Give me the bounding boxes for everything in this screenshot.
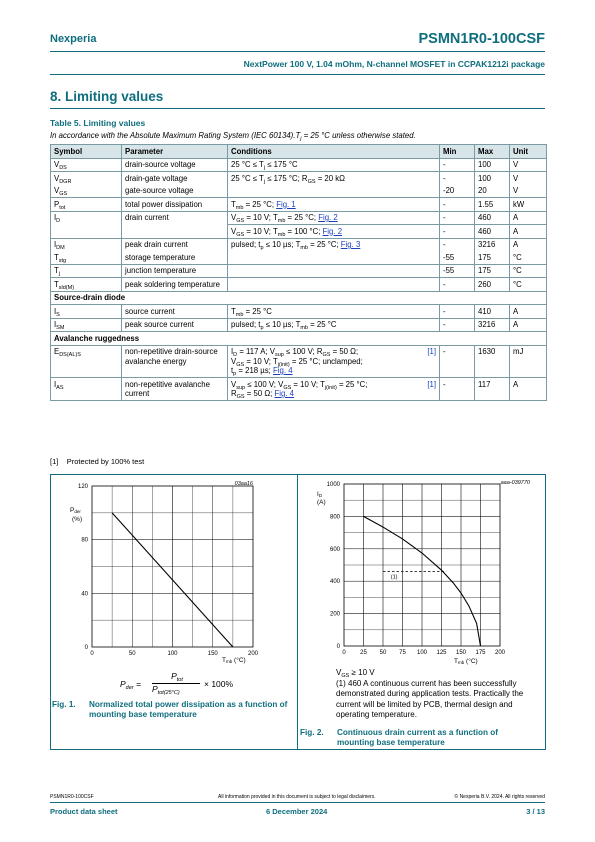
cell-max: 100	[475, 158, 510, 172]
fig4-link[interactable]: Fig. 4	[273, 366, 293, 375]
cell-conditions: $T_{mb} = 25$ °C; Fig. 1	[228, 198, 440, 212]
cell-symbol: $E_{DS(AL)S}$	[51, 345, 122, 378]
fig1-ytick-label: 0	[84, 645, 88, 651]
fig1-ytick-label: 120	[77, 484, 88, 490]
cell-max: 3216	[475, 318, 510, 332]
col-conditions: Conditions	[228, 145, 440, 159]
footer-copyright: © Nexperia B.V. 2024. All rights reserved	[454, 794, 545, 800]
fig1-ytick-label: 40	[81, 591, 88, 598]
fig1-xtick-label: 200	[247, 651, 259, 657]
cell-unit: V	[510, 158, 547, 172]
fig1-ylabel: Pder	[70, 507, 81, 514]
fig2-xtick-label: 125	[436, 650, 447, 656]
fig1-chart	[50, 474, 297, 674]
product-subtitle: NextPower 100 V, 1.04 mOhm, N-channel MOSFET in CCPAK1212i package	[243, 59, 545, 69]
cell-min: -	[440, 211, 475, 225]
cell-symbol: $V_{DS}$	[51, 158, 122, 172]
footer-page: 3 / 13	[526, 807, 545, 816]
cell-parameter: junction temperature	[122, 264, 228, 278]
footnote-ref[interactable]: [1]	[427, 379, 436, 389]
fig1-grid	[92, 486, 253, 647]
fig1-ylabel-unit: (%)	[72, 516, 83, 523]
fig2-xlabel: Tmb (°C)	[454, 658, 478, 665]
table-section-row	[51, 332, 547, 346]
fig2-xtick-label: 150	[455, 650, 467, 656]
fig1-xtick-label: 100	[167, 651, 178, 657]
cell-unit: kW	[510, 198, 547, 212]
table-row	[51, 305, 547, 319]
cell-unit: V	[510, 172, 547, 185]
table-row	[51, 251, 547, 264]
subtitle-rule	[50, 74, 545, 75]
cell-min: -	[440, 305, 475, 319]
cell-parameter: source current	[122, 305, 228, 319]
brand-name: Nexperia	[50, 33, 97, 45]
fig2-caption-label: Fig. 2.	[300, 728, 324, 737]
cell-symbol: $V_{DGR}$	[51, 172, 122, 185]
fig1-code: 03aa16	[234, 481, 253, 487]
fig2-note-vgs: $V_{GS} \ge 10$ V	[336, 668, 375, 679]
fig2-caption: Continuous drain current as a function of mounting base temperature	[337, 728, 499, 747]
cell-symbol: $P_{tot}$	[51, 198, 122, 212]
table-header-row	[51, 145, 547, 159]
table-row	[51, 238, 547, 251]
cell-min: -	[440, 225, 475, 239]
cell-max: 3216	[475, 238, 510, 251]
cell-parameter: total power dissipation	[122, 198, 228, 212]
cell-max: 1630	[475, 345, 510, 378]
cell-parameter: drain current	[122, 211, 228, 238]
cell-unit: A	[510, 378, 547, 401]
cell-unit: A	[510, 318, 547, 332]
section-source-drain: Source-drain diode	[51, 291, 547, 305]
cell-parameter: non-repetitive drain-source avalanche energy	[122, 345, 228, 378]
table-row	[51, 158, 547, 172]
cell-conditions	[228, 185, 440, 198]
footnote-ref[interactable]: [1]	[427, 347, 436, 356]
cell-parameter: peak source current	[122, 318, 228, 332]
fig1-link[interactable]: Fig. 1	[276, 199, 296, 209]
cell-conditions: pulsed; $t_p \le 10$ µs; $T_{mb} = 25$ °C	[228, 318, 440, 332]
fig2-chart	[298, 474, 546, 670]
cell-symbol: $I_S$	[51, 305, 122, 319]
cell-min: -	[440, 318, 475, 332]
fig2-ytick-label: 1000	[326, 482, 340, 488]
cell-unit: °C	[510, 278, 547, 292]
table-row	[51, 185, 547, 198]
cell-parameter: drain-gate voltage	[122, 172, 228, 185]
fig1-xtick-label: 0	[90, 651, 94, 657]
section-avalanche: Avalanche ruggedness	[51, 332, 547, 346]
header-rule	[50, 51, 545, 52]
footer-doc-type: Product data sheet	[50, 807, 118, 816]
cell-conditions: $V_{GS} = 10$ V; $T_{mb} = 100$ °C; Fig. 2	[228, 225, 440, 239]
cell-conditions: [1] $V_{sup} \le 100$ V; $V_{GS} = 10$ V; $T_{j(init)} = 25$ °C; $R_{GS} = 50$ Ω; Fig. 4	[228, 378, 440, 401]
cell-max: 260	[475, 278, 510, 292]
table-title: Table 5. Limiting values	[50, 118, 146, 128]
cell-min: -55	[440, 264, 475, 278]
fig2-ytick-label: 200	[329, 611, 340, 618]
cell-min: -	[440, 198, 475, 212]
cell-conditions: $T_{mb} = 25$ °C	[228, 305, 440, 319]
cell-parameter: gate-source voltage	[122, 185, 228, 198]
section-title: 8. Limiting values	[50, 89, 164, 104]
cell-conditions	[228, 264, 440, 278]
fig2-ytick-label: 400	[329, 579, 340, 586]
cell-symbol: $T_{stg}$	[51, 251, 122, 264]
fig1-xlabel: Tmb (°C)	[222, 657, 246, 664]
cell-max: 175	[475, 251, 510, 264]
cell-symbol: $I_D$	[51, 211, 122, 238]
cell-min: -55	[440, 251, 475, 264]
cell-symbol: $I_{DM}$	[51, 238, 122, 251]
product-name: PSMN1R0-100CSF	[418, 31, 545, 47]
cell-unit: A	[510, 238, 547, 251]
fig1-ticks	[78, 484, 259, 657]
cell-symbol: $I_{SM}$	[51, 318, 122, 332]
fig1-caption: Normalized total power dissipation as a function of mounting base temperature	[89, 700, 288, 719]
cell-max: 460	[475, 225, 510, 239]
cell-min: -20	[440, 185, 475, 198]
cell-conditions	[228, 278, 440, 292]
fig2-xtick-label: 0	[342, 650, 346, 656]
table-row	[51, 278, 547, 292]
fig2-xtick-label: 50	[379, 650, 387, 656]
cell-unit: A	[510, 225, 547, 239]
fig2-note-text: (1) 460 A continuous current has been successfully demonstrated during application tests. Practically the current will be limited by PCB, thermal design and operating temperature.	[336, 678, 524, 720]
limiting-values-table	[50, 144, 547, 401]
fig2-ytick-label: 600	[329, 546, 340, 553]
table-row	[51, 318, 547, 332]
cell-conditions: [1] $I_D = 117$ A; $V_{sup} \le 100$ V; $R_{GS} = 50$ Ω; $V_{GS} = 10$ V; $T_{j(init)} = 25$ °C; unclamped; $t_p = 218$ µs; Fig. 4	[228, 345, 440, 378]
fig1-ytick-label: 80	[81, 537, 88, 544]
footer-doc-id: PSMN1R0-100CSF	[50, 794, 94, 800]
cell-conditions	[228, 251, 440, 264]
cell-max: 175	[475, 264, 510, 278]
fig1-xtick-label: 150	[207, 651, 218, 657]
fig2-ylabel: ID	[317, 491, 323, 498]
cell-symbol: $T_{sld(M)}$	[51, 278, 122, 292]
table-row	[51, 198, 547, 212]
footnote: [1] Protected by 100% test	[50, 457, 145, 466]
cell-max: 117	[475, 378, 510, 401]
fig2-ytick-label: 0	[336, 644, 340, 650]
cell-symbol: $V_{GS}$	[51, 185, 122, 198]
cell-conditions: 25 $^\circ C \le T_j \le 175$ °C; $R_{GS} = 20$ kΩ	[228, 172, 440, 185]
fig2-ytick-label: 800	[329, 514, 340, 521]
cell-parameter: storage temperature	[122, 251, 228, 264]
cell-unit: A	[510, 305, 547, 319]
cell-unit: A	[510, 211, 547, 225]
fig2-xtick-label: 175	[475, 650, 486, 656]
fig3-link[interactable]: Fig. 3	[340, 240, 361, 249]
table-row	[51, 264, 547, 278]
cell-symbol: $T_j$	[51, 264, 122, 278]
fig2-xtick-label: 25	[360, 650, 367, 656]
col-max: Max	[475, 145, 510, 159]
cell-conditions: $V_{GS} = 10$ V; $T_{mb} = 25$ °C; Fig. 2	[228, 211, 440, 225]
fig2-xtick-label: 75	[399, 650, 406, 656]
cell-parameter: non-repetitive avalanche current	[122, 378, 228, 401]
table-row	[51, 378, 547, 401]
cell-min: -	[440, 172, 475, 185]
fig4-link[interactable]: Fig. 4	[274, 389, 294, 398]
cell-unit: mJ	[510, 345, 547, 378]
cell-conditions: 25 $^\circ C \le T_j \le 175$ °C	[228, 158, 440, 172]
footer-rule	[50, 802, 545, 803]
fig2-ylabel-unit: (A)	[317, 499, 326, 506]
section-rule	[50, 108, 545, 109]
fig2-annotation: (1)	[390, 574, 398, 581]
fig2-xtick-label: 200	[494, 650, 506, 656]
col-min: Min	[440, 145, 475, 159]
fig2-link[interactable]: Fig. 2	[322, 226, 343, 236]
table-row	[51, 345, 547, 378]
table-section-row	[51, 291, 547, 305]
table-row	[51, 172, 547, 185]
cell-unit: °C	[510, 251, 547, 264]
col-parameter: Parameter	[122, 145, 228, 159]
col-symbol: Symbol	[51, 145, 122, 159]
fig2-link[interactable]: Fig. 2	[318, 213, 338, 222]
fig2-note	[336, 668, 546, 721]
fig2-xtick-label: 100	[416, 650, 428, 656]
fig1-caption-label: Fig. 1.	[52, 700, 76, 709]
cell-max: 20	[475, 185, 510, 198]
cell-min: -	[440, 238, 475, 251]
fig1-xtick-label: 50	[128, 651, 136, 657]
fig2-code: aaa-039770	[500, 480, 530, 486]
cell-max: 1.55	[475, 198, 510, 212]
cell-max: 460	[475, 211, 510, 225]
table-note: In accordance with the Absolute Maximum Rating System (IEC $60134).T_j = 25$ °C unless otherwise stated.	[50, 131, 416, 142]
cell-max: 410	[475, 305, 510, 319]
cell-conditions: pulsed; $t_p \le 10$ µs; $T_{mb} = 25$ °C; Fig. 3	[228, 238, 440, 251]
col-unit: Unit	[510, 145, 547, 159]
cell-parameter: peak drain current	[122, 238, 228, 251]
cell-min: -	[440, 278, 475, 292]
footer-disclaimer: All information provided in this document is subject to legal disclaimers.	[218, 794, 376, 800]
cell-parameter: peak soldering temperature	[122, 278, 228, 292]
cell-min: -	[440, 158, 475, 172]
cell-unit: V	[510, 185, 547, 198]
footer-date: 6 December 2024	[266, 807, 328, 816]
cell-min: -	[440, 345, 475, 378]
table-row	[51, 211, 547, 225]
cell-min: -	[440, 378, 475, 401]
cell-max: 100	[475, 172, 510, 185]
fig2-grid	[344, 484, 500, 646]
cell-unit: °C	[510, 264, 547, 278]
cell-symbol: $I_{AS}$	[51, 378, 122, 401]
cell-parameter: drain-source voltage	[122, 158, 228, 172]
